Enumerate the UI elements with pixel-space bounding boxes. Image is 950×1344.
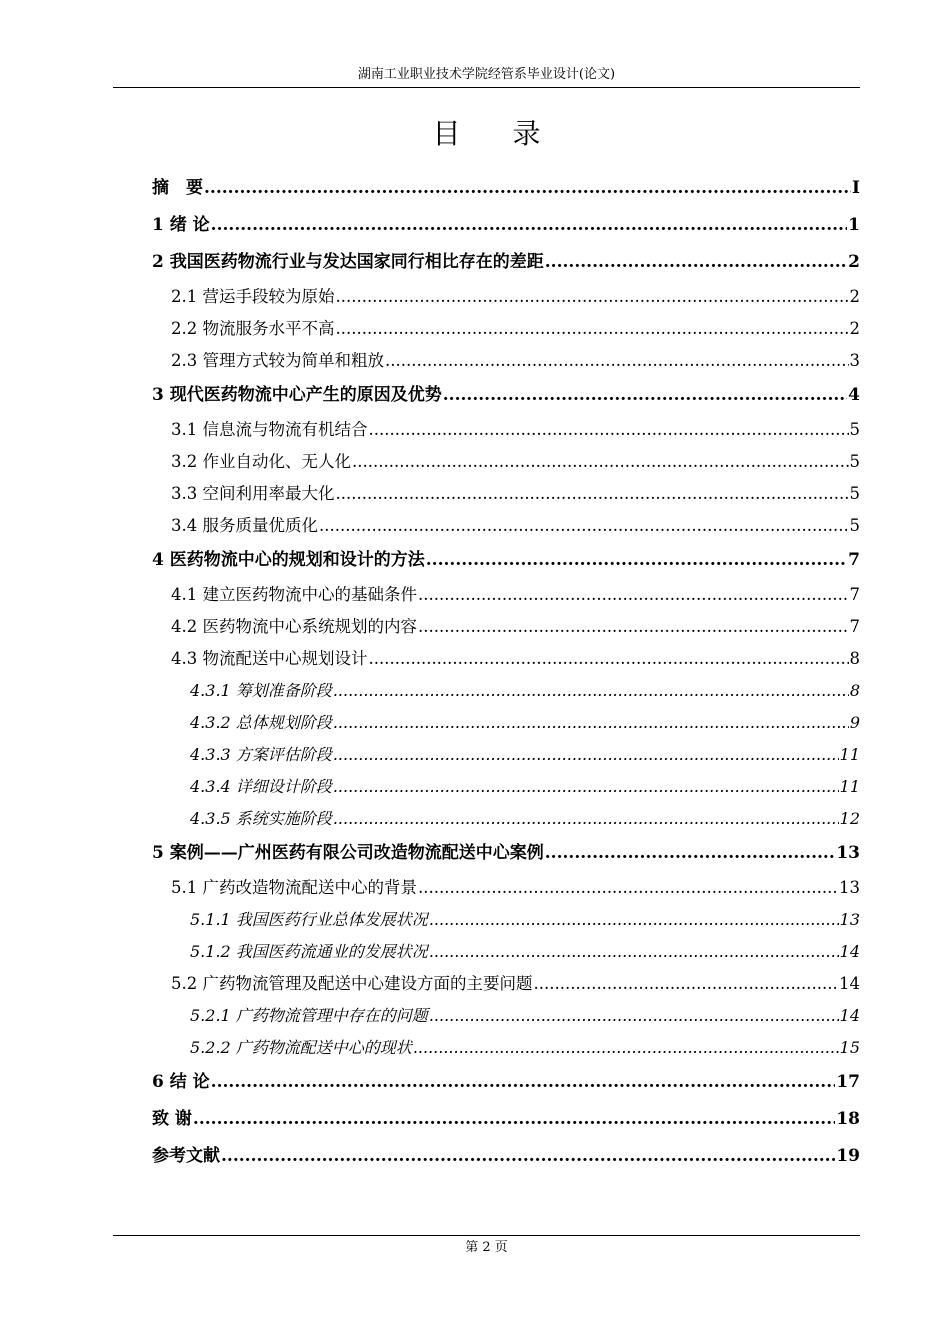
toc-entry[interactable]: [152, 313, 860, 345]
toc-entry[interactable]: [152, 835, 860, 872]
toc-leader-dots: [429, 936, 839, 968]
toc-leader-dots: [204, 170, 851, 207]
toc-entry-page: 12: [839, 809, 860, 828]
toc-entry[interactable]: [152, 377, 860, 414]
toc-entry-label: 2 我国医药物流行业与发达国家同行相比存在的差距: [152, 252, 544, 272]
toc-entry-page: 13: [839, 878, 860, 897]
toc-entry-label: 5.1.1 我国医药行业总体发展状况: [190, 910, 428, 929]
toc-leader-dots: [333, 771, 839, 803]
toc-leader-dots: [369, 643, 849, 675]
toc-leader-dots: [545, 244, 847, 281]
toc-entry-label: 2.3 管理方式较为简单和粗放: [171, 351, 384, 370]
toc-entry[interactable]: [152, 478, 860, 510]
toc-leader-dots: [418, 579, 849, 611]
toc-entry-label: 5.1 广药改造物流配送中心的背景: [171, 878, 417, 897]
toc-leader-dots: [336, 478, 849, 510]
toc-entry[interactable]: [152, 542, 860, 579]
toc-entry[interactable]: [152, 1032, 860, 1064]
toc-entry-page: 5: [849, 420, 860, 439]
toc-leader-dots: [443, 377, 847, 414]
toc-entry-label: 4.3.2 总体规划阶段: [190, 713, 332, 732]
toc-entry-page: 7: [848, 550, 860, 570]
toc-entry[interactable]: [152, 170, 860, 207]
toc-entry-page: 8: [849, 649, 860, 668]
toc-entry-page: 14: [839, 974, 860, 993]
toc-entry-label: 3.2 作业自动化、无人化: [171, 452, 351, 471]
toc-entry-label: 4.1 建立医药物流中心的基础条件: [171, 585, 417, 604]
toc-entry[interactable]: [152, 872, 860, 904]
toc-entry-page: 14: [839, 1006, 860, 1025]
toc-leader-dots: [429, 904, 839, 936]
toc-entry[interactable]: [152, 707, 860, 739]
toc-leader-dots: [221, 1138, 835, 1175]
toc-entry-label: 5.1.2 我国医药流通业的发展状况: [190, 942, 428, 961]
toc-leader-dots: [385, 345, 849, 377]
toc-entry-label: 4.3 物流配送中心规划设计: [171, 649, 368, 668]
toc-entry-label: 4 医药物流中心的规划和设计的方法: [152, 550, 425, 570]
table-of-contents: [152, 170, 860, 1175]
toc-entry[interactable]: [152, 771, 860, 803]
toc-entry-label: 5.2.1 广药物流管理中存在的问题: [190, 1006, 428, 1025]
toc-entry-label: 3 现代医药物流中心产生的原因及优势: [152, 385, 442, 405]
toc-entry-page: 8: [849, 681, 860, 700]
toc-entry-page: 2: [848, 252, 860, 272]
toc-leader-dots: [333, 707, 849, 739]
toc-leader-dots: [369, 414, 849, 446]
toc-entry-page: 18: [836, 1109, 860, 1129]
toc-entry-label: 6 结 论: [152, 1072, 210, 1092]
toc-entry-page: 2: [849, 287, 860, 306]
toc-entry[interactable]: [152, 675, 860, 707]
toc-entry[interactable]: [152, 414, 860, 446]
toc-entry[interactable]: [152, 1138, 860, 1175]
toc-entry-page: 4: [848, 385, 860, 405]
toc-entry[interactable]: [152, 281, 860, 313]
toc-entry-label: 5 案例——广州医药有限公司改造物流配送中心案例: [152, 843, 544, 863]
toc-leader-dots: [418, 611, 849, 643]
toc-entry-label: 5.2 广药物流管理及配送中心建设方面的主要问题: [171, 974, 533, 993]
toc-entry[interactable]: [152, 207, 860, 244]
toc-entry-label: 摘 要: [152, 178, 203, 198]
toc-leader-dots: [211, 207, 847, 244]
toc-leader-dots: [193, 1101, 835, 1138]
toc-leader-dots: [413, 1032, 839, 1064]
toc-entry-page: 11: [839, 745, 860, 764]
toc-entry[interactable]: [152, 244, 860, 281]
toc-leader-dots: [426, 542, 847, 579]
toc-entry[interactable]: [152, 904, 860, 936]
toc-entry-label: 4.2 医药物流中心系统规划的内容: [171, 617, 417, 636]
toc-entry[interactable]: [152, 739, 860, 771]
page-header: 湖南工业职业技术学院经管系毕业设计(论文): [357, 67, 616, 82]
toc-leader-dots: [333, 675, 849, 707]
toc-leader-dots: [211, 1064, 836, 1101]
toc-entry-page: 5: [849, 484, 860, 503]
toc-entry[interactable]: [152, 1000, 860, 1032]
toc-entry-page: 14: [839, 942, 860, 961]
page-footer: 第 2 页: [465, 1240, 508, 1255]
toc-entry-page: 5: [849, 452, 860, 471]
toc-title: 目录: [432, 117, 593, 150]
toc-entry[interactable]: [152, 510, 860, 542]
toc-entry-page: 5: [849, 516, 860, 535]
toc-entry-page: 9: [849, 713, 860, 732]
toc-entry-label: 参考文献: [152, 1146, 220, 1166]
toc-leader-dots: [319, 510, 849, 542]
toc-leader-dots: [545, 835, 836, 872]
toc-entry-page: I: [852, 178, 860, 198]
toc-entry-page: 7: [849, 617, 860, 636]
toc-entry-page: 15: [839, 1038, 860, 1057]
toc-entry-label: 3.3 空间利用率最大化: [171, 484, 335, 503]
toc-entry[interactable]: [152, 968, 860, 1000]
toc-entry[interactable]: [152, 1101, 860, 1138]
toc-entry[interactable]: [152, 345, 860, 377]
toc-leader-dots: [333, 739, 839, 771]
toc-entry-label: 4.3.3 方案评估阶段: [190, 745, 332, 764]
toc-entry[interactable]: [152, 643, 860, 675]
toc-entry-label: 4.3.1 筹划准备阶段: [190, 681, 332, 700]
toc-entry-label: 5.2.2 广药物流配送中心的现状: [190, 1038, 412, 1057]
toc-entry-label: 4.3.4 详细设计阶段: [190, 777, 332, 796]
toc-entry-page: 1: [848, 215, 860, 235]
toc-entry[interactable]: [152, 803, 860, 835]
toc-entry-page: 2: [849, 319, 860, 338]
toc-entry-label: 1 绪 论: [152, 215, 210, 235]
toc-entry-page: 3: [849, 351, 860, 370]
toc-leader-dots: [534, 968, 839, 1000]
toc-entry[interactable]: [152, 1064, 860, 1101]
toc-entry[interactable]: [152, 611, 860, 643]
toc-leader-dots: [336, 313, 849, 345]
toc-entry-page: 17: [836, 1072, 860, 1092]
toc-entry-label: 3.1 信息流与物流有机结合: [171, 420, 368, 439]
toc-entry-label: 3.4 服务质量优质化: [171, 516, 318, 535]
toc-leader-dots: [352, 446, 849, 478]
toc-entry-page: 7: [849, 585, 860, 604]
footer-divider: [113, 1235, 860, 1236]
toc-leader-dots: [418, 872, 838, 904]
toc-entry-page: 13: [836, 843, 860, 863]
toc-entry-label: 2.1 营运手段较为原始: [171, 287, 335, 306]
header-divider: [113, 87, 860, 88]
toc-entry-label: 4.3.5 系统实施阶段: [190, 809, 332, 828]
toc-entry-label: 2.2 物流服务水平不高: [171, 319, 335, 338]
toc-entry-page: 13: [839, 910, 860, 929]
toc-leader-dots: [429, 1000, 839, 1032]
toc-entry[interactable]: [152, 446, 860, 478]
toc-entry-label: 致 谢: [152, 1109, 192, 1129]
toc-entry[interactable]: [152, 579, 860, 611]
toc-leader-dots: [333, 803, 839, 835]
toc-entry[interactable]: [152, 936, 860, 968]
toc-entry-page: 11: [839, 777, 860, 796]
toc-leader-dots: [336, 281, 849, 313]
toc-entry-page: 19: [836, 1146, 860, 1166]
